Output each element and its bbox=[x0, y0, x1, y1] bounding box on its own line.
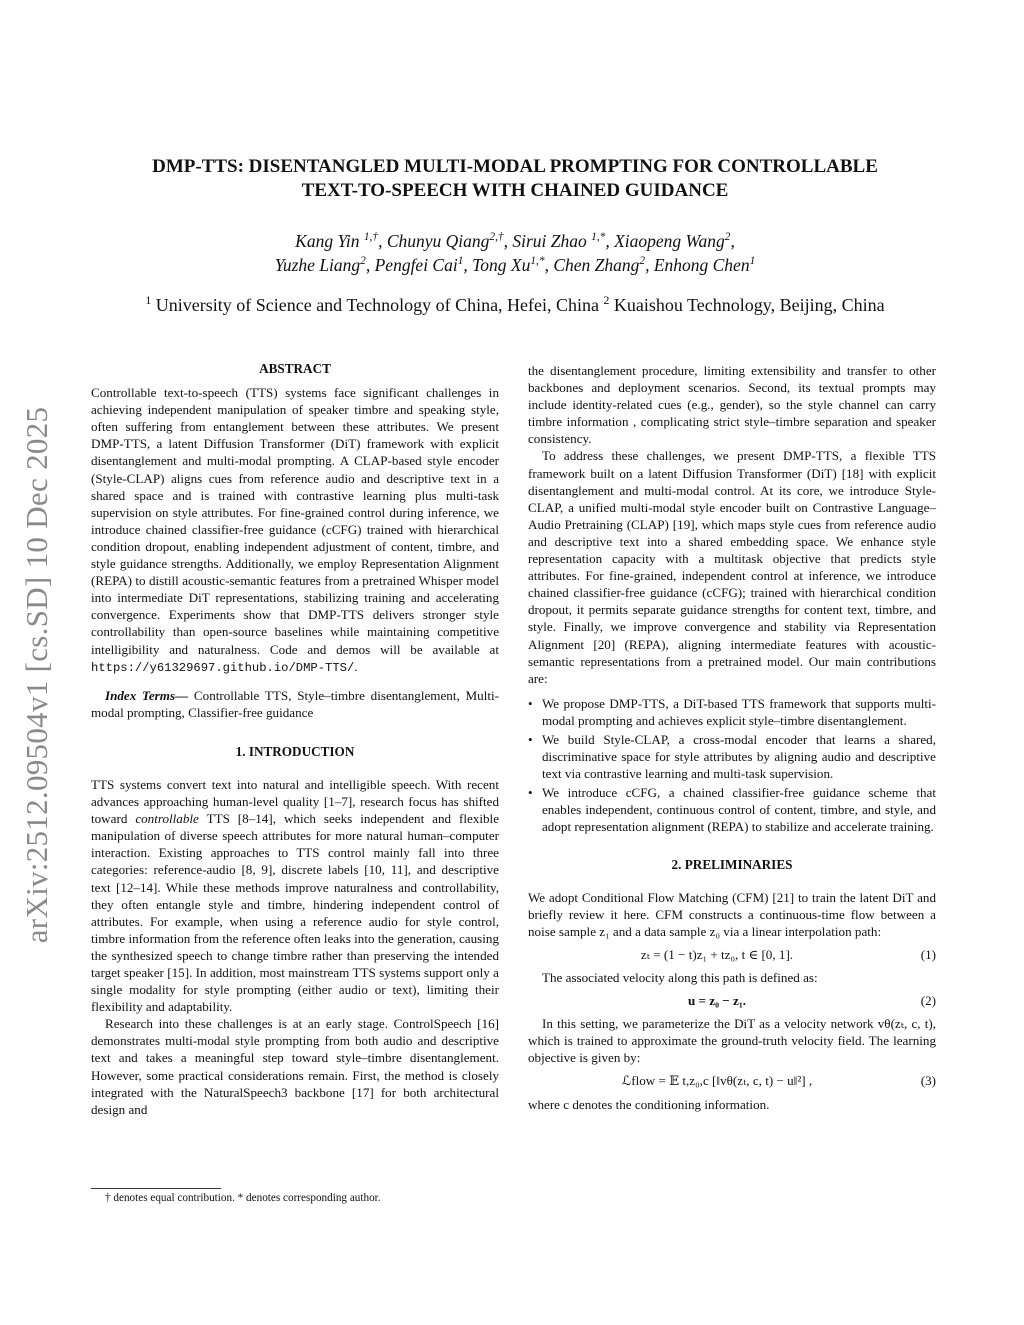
footnote-text: † denotes equal contribution. * denotes corresponding author. bbox=[105, 1192, 381, 1204]
author-name: Tong Xu bbox=[472, 255, 531, 275]
author-mark: 2 bbox=[360, 255, 366, 268]
arxiv-identifier: arXiv:2512.09504v1 [cs.SD] 10 Dec 2025 bbox=[19, 406, 54, 944]
author-mark: 1 bbox=[749, 255, 756, 268]
intro-paragraph-4: To address these challenges, we present DMP-TTS, a flexible TTS framework built on a latent Diffusion Transformer (DiT) [18] with explicit disentanglement and multi-modal control. At its core, we introduce Style-CLAP, a unified multi-modal style encoder built on Contrastive Language–Audio Pretraining (CLAP) [19], which maps style cues from reference audio and descriptive text into a shared embedding space. We enhance style representation capacity with a multitask objective that predicts style attributes. For fine-grained, independent control at inference, we introduce chained classifier-free guidance (cCFG); trained with hierarchical condition dropout, it permits separate guidance strengths for content text, timbre, and style. Finally, we improve convergence and stability via Representation Alignment [20] (REPA), aligning intermediate features with acoustic-semantic representations from a pretrained model. Our main contributions are: bbox=[528, 448, 936, 686]
list-item: • We propose DMP-TTS, a DiT-based TTS framework that supports multi-modal prompting and achieves explicit style–timbre disentanglement. bbox=[528, 695, 936, 729]
author-mark: 1,* bbox=[530, 255, 545, 268]
author-name: Yuzhe Liang bbox=[274, 255, 361, 275]
title-line-2: TEXT-TO-SPEECH WITH CHAINED GUIDANCE bbox=[301, 180, 729, 201]
prelim-paragraph-4: where c denotes the conditioning information. bbox=[528, 1096, 770, 1112]
index-terms-text: Controllable TTS, Style–timbre disentanglement, Multi-modal prompting, Classifier-free guidance bbox=[91, 687, 499, 720]
affiliations bbox=[60, 294, 970, 316]
equation-2-body: u = z₀ − z₁. bbox=[687, 993, 747, 1009]
author-mark: 1,* bbox=[591, 231, 606, 244]
arxiv-sidebar-stamp bbox=[12, 375, 62, 975]
intro-paragraph-3: the disentanglement procedure, limiting extensibility and transfer to other backbones and deployment scenarios. Second, its textual prompts may include identity-related cues (e.g., gender), so the style channel can carry timbre information , complicating strict style–timbre separation and speaker consistency. bbox=[528, 363, 936, 447]
author-mark: 2 bbox=[724, 231, 731, 244]
abstract-heading: ABSTRACT bbox=[259, 361, 331, 376]
author-list: Kang Yin $^{1,\dagger}$, Chunyu Qiang$^{2,\dagger}$, Sirui Zhao $^{1,*}$, Xiaopeng Wang$^2$, Yuzhe Liang$^2$, Pengfei Cai$^1$, Tong $Xu^{1,*}$, Chen Zhang$^2$, Enhong Chen$^1$ bbox=[274, 231, 756, 275]
author-name: Xiaopeng Wang bbox=[614, 231, 725, 251]
author-name: Kang Yin bbox=[295, 231, 360, 251]
affiliation-mark: 1 bbox=[145, 294, 152, 307]
affiliation-text: University of Science and Technology of China, Hefei, China bbox=[151, 295, 604, 315]
prelim-heading: 2. PRELIMINARIES bbox=[671, 856, 793, 872]
affiliation-mark: 2 bbox=[603, 294, 610, 307]
equation-1-body: zₜ = (1 − t)z₁ + tz₀, t ∈ [0, 1]. bbox=[640, 946, 794, 962]
equation-3-number: (3) bbox=[920, 1073, 936, 1089]
prelim-paragraph-1: We adopt Conditional Flow Matching (CFM) [21] to train the latent DiT and briefly review it here. CFM constructs a continuous-time flow between a noise sample z₁ and a data sample z₀ via a linear interpolation path: bbox=[528, 889, 936, 939]
list-item: • We build Style-CLAP, a cross-modal encoder that learns a shared, discriminative space for style attributes by aligning audio and descriptive text via contrastive learning and multi-task supervision. bbox=[528, 731, 936, 782]
paper-title bbox=[100, 155, 930, 203]
prelim-paragraph-2: The associated velocity along this path is defined as: bbox=[542, 970, 818, 985]
index-terms-label: Index Terms— bbox=[105, 687, 189, 703]
author-name: Chunyu Qiang bbox=[386, 231, 490, 251]
prelim-paragraph-3: In this setting, we parameterize the DiT as a velocity network vθ(zₜ, c, t), which is trained to approximate the ground-truth velocity field. The learning objective is given by: bbox=[528, 1016, 936, 1066]
equation-3 bbox=[528, 1072, 936, 1089]
author-name: Pengfei Cai bbox=[374, 255, 458, 275]
abstract-text: Controllable text-to-speech (TTS) systems face significant challenges in achieving independent manipulation of speaker timbre and speaking style, often suffering from entanglement between these attributes. We present DMP-TTS, a latent Diffusion Transformer (DiT) framework with explicit disentanglement and multi-modal prompting. A CLAP-based style encoder (Style-CLAP) aligns cues from reference audio and descriptive text in a shared space and is trained with contrastive learning plus multi-task supervision on style attributes. For fine-grained control during inference, we introduce chained classifier-free guidance (cCFG) trained with hierarchical condition dropout, enabling independent adjustment of content, timbre, and style guidance strengths. Additionally, we employ Representation Alignment (REPA) to distill acoustic-semantic features from a pretrained Whisper model into intermediate DiT representations, stabilizing training and accelerating convergence. Experiments show that DMP-TTS delivers stronger style controllability than open-source baselines while maintaining competitive intelligibility and naturalness. Code and demos will be available at https://y61329697.github.io/DMP-TTS/. bbox=[91, 385, 499, 675]
title-line-1: DMP-TTS: DISENTANGLED MULTI-MODAL PROMPTING FOR CONTROLLABLE bbox=[152, 156, 878, 177]
equation-2-number: (2) bbox=[920, 993, 936, 1009]
author-name: Chen Zhang bbox=[553, 255, 640, 275]
intro-paragraph-2: Research into these challenges is at an early stage. ControlSpeech [16] demonstrates multi-modal style prompting from both audio and descriptive text and takes a meaningful step toward style–timbre disentanglement. However, some practical considerations remain. First, the method is closely integrated with the NaturalSpeech3 backbone [17] for both architectural design and bbox=[91, 1016, 499, 1117]
author-mark: 1 bbox=[457, 255, 464, 268]
author-mark: 2 bbox=[639, 255, 646, 268]
author-name: Enhong Chen bbox=[653, 255, 750, 275]
author-mark: 1,† bbox=[363, 231, 379, 244]
project-url-link[interactable]: https://y61329697.github.io/DMP-TTS/ bbox=[91, 660, 355, 675]
equation-1-number: (1) bbox=[920, 946, 936, 962]
left-column bbox=[91, 360, 499, 1118]
right-column bbox=[528, 362, 936, 1113]
author-mark: 2,† bbox=[489, 231, 504, 244]
footnote-rule bbox=[91, 1188, 221, 1189]
intro-heading: 1. INTRODUCTION bbox=[235, 743, 355, 759]
affiliation-text: Kuaishou Technology, Beijing, China bbox=[609, 295, 885, 315]
equation-2 bbox=[528, 992, 936, 1009]
list-item: • We introduce cCFG, a chained classifier-free guidance scheme that enables independent, continuous control of content, timbre, and style, and adopt representation alignment (REPA) to stabilize and accelerate training. bbox=[528, 784, 936, 835]
footnote bbox=[91, 1188, 499, 1204]
equation-3-body: ℒflow = 𝔼 t,z₀,c [‖vθ(zₜ, c, t) − u‖²] , bbox=[621, 1073, 813, 1089]
equation-1 bbox=[528, 946, 936, 963]
author-name: Sirui Zhao bbox=[512, 231, 587, 251]
intro-paragraph-1: TTS systems convert text into natural and intelligible speech. With recent advances approaching human-level quality [1–7], research focus has shifted toward controllable TTS [8–14], which seeks independent and flexible manipulation of diverse speech attributes for more natural human–computer interaction. Existing approaches to TTS control mainly fall into three categories: reference-audio [8, 9], discrete labels [10, 11], and descriptive text [12–14]. While these methods improve naturalness and controllability, they often entangle style and timbre, hindering independent control of attributes. For example, when using a reference audio for style control, timbre information from the reference often leaks into the generation, causing the synthesized speech to change timbre rather than preserving the intended target speaker [15]. In addition, most mainstream TTS systems support only a single modality for style prompting (either audio or text), limiting their flexibility and adaptability. bbox=[91, 776, 500, 1015]
index-terms bbox=[91, 687, 499, 721]
contributions-list bbox=[528, 695, 936, 836]
